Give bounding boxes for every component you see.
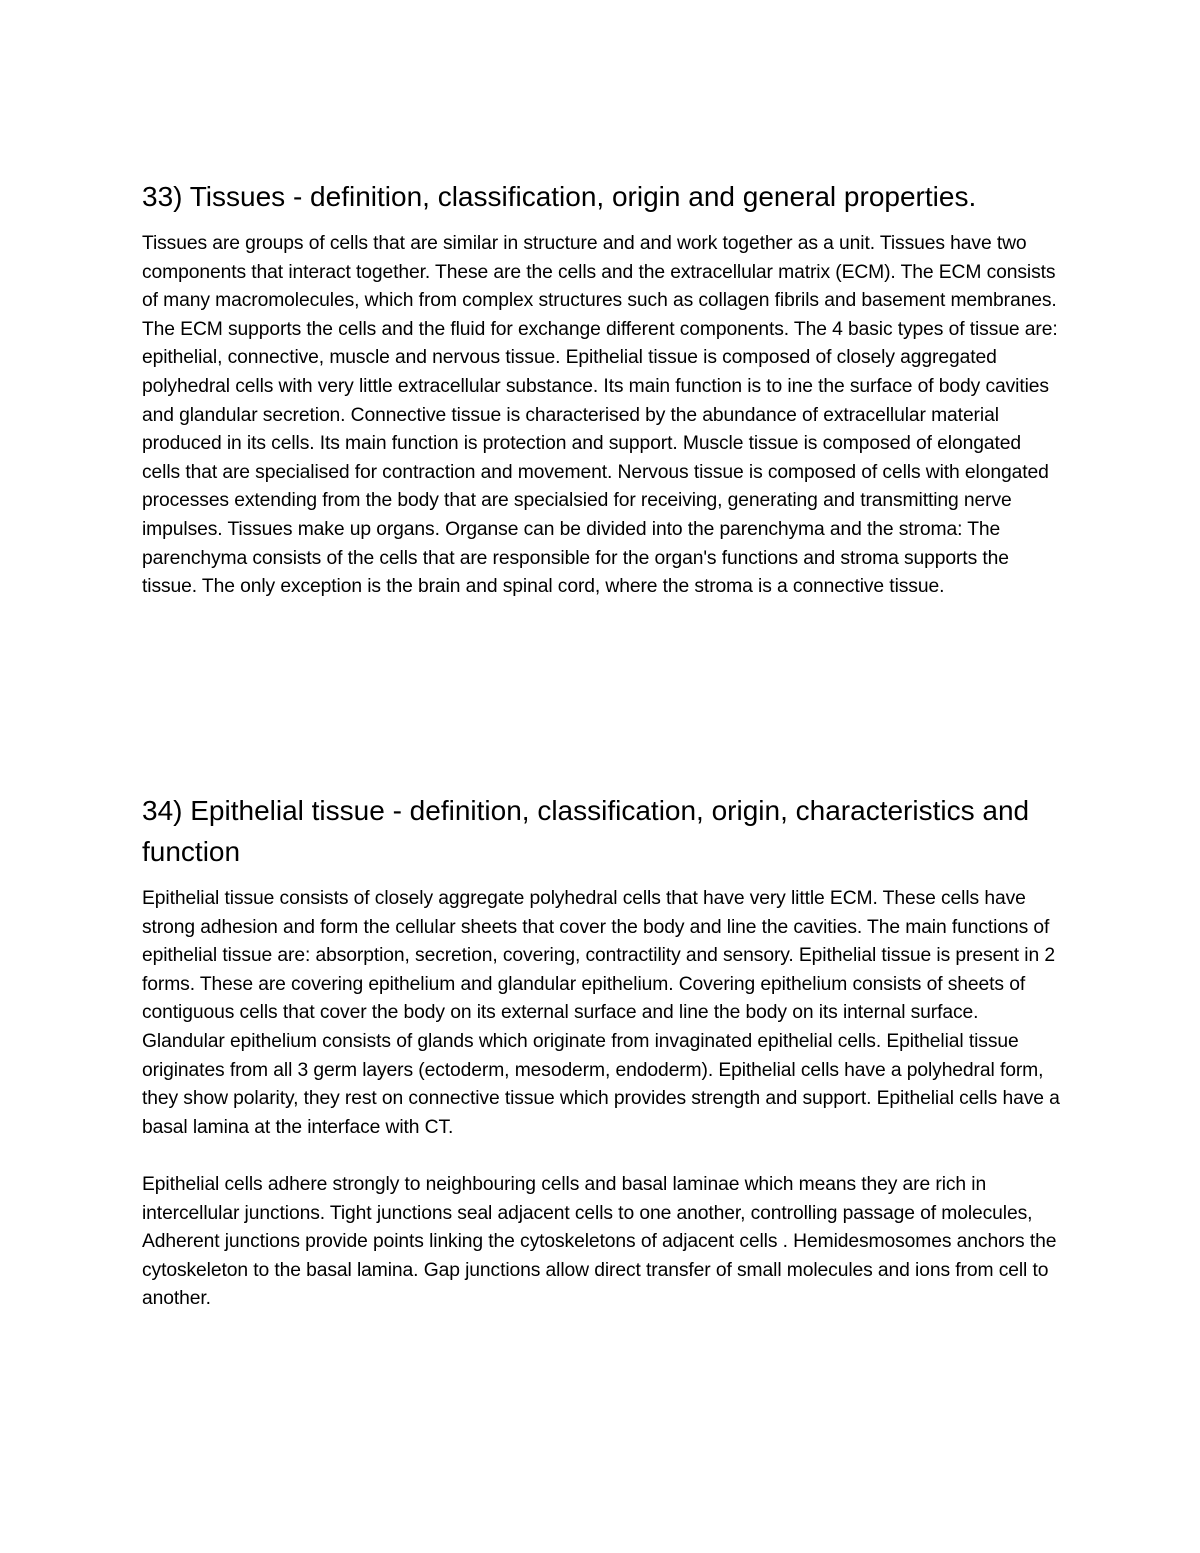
section-paragraph: Epithelial tissue consists of closely aggregate polyhedral cells that have very little ECM. These cells have strong adhesion and form the cellular sheets that cover the body and line the cavities. The main functions of epithelial tissue are: absorption, secretion, covering, contractility and sensory. Epithelial tissue is present in 2 forms. These are covering epithelium and glandular epithelium. Covering epithelium consists of sheets of contiguous cells that cover the body on its external surface and line the body on its internal surface. Glandular epithelium consists of glands which originate from invaginated epithelial cells. Epithelial tissue originates from all 3 germ layers (ectoderm, mesoderm, endoderm). Epithelial cells have a polyhedral form, they show polarity, they rest on connective tissue which provides strength and support. Epithelial cells have a basal lamina at the interface with CT. xyxy=(142,888,1060,1138)
section-heading: 34) Epithelial tissue - definition, classification, origin, characteristics and function xyxy=(142,795,1030,867)
section-34 xyxy=(142,790,1060,1314)
section-paragraph: Epithelial cells adhere strongly to neighbouring cells and basal laminae which means they are rich in intercellular junctions. Tight junctions seal adjacent cells to one another, controlling passage of molecules, Adherent junctions provide points linking the cytoskeletons of adjacent cells . Hemidesmosomes anchors the cytoskeleton to the basal lamina. Gap junctions allow direct transfer of small molecules and ions from cell to another. xyxy=(142,1173,1057,1310)
section-paragraph: Tissues are groups of cells that are similar in structure and and work together as a unit. Tissues have two components that interact together. These are the cells and the extracellular matrix (ECM). The ECM consists of many macromolecules, which from complex structures such as collagen fibrils and basement membranes. The ECM supports the cells and the fluid for exchange different components. The 4 basic types of tissue are: epithelial, connective, muscle and nervous tissue. Epithelial tissue is composed of closely aggregated polyhedral cells with very little extracellular substance. Its main function is to ine the surface of body cavities and glandular secretion. Connective tissue is characterised by the abundance of extracellular material produced in its cells. Its main function is protection and support. Muscle tissue is composed of elongated cells that are specialised for contraction and movement. Nervous tissue is composed of cells with elongated processes extending from the body that are specialsied for receiving, generating and transmitting nerve impulses. Tissues make up organs. Organse can be divided into the parenchyma and the stroma: The parenchyma consists of the cells that are responsible for the organ's functions and stroma supports the tissue. The only exception is the brain and spinal cord, where the stroma is a connective tissue. xyxy=(142,233,1058,598)
section-heading: 33) Tissues - definition, classification, origin and general properties. xyxy=(142,181,977,212)
section-33 xyxy=(142,176,1060,602)
